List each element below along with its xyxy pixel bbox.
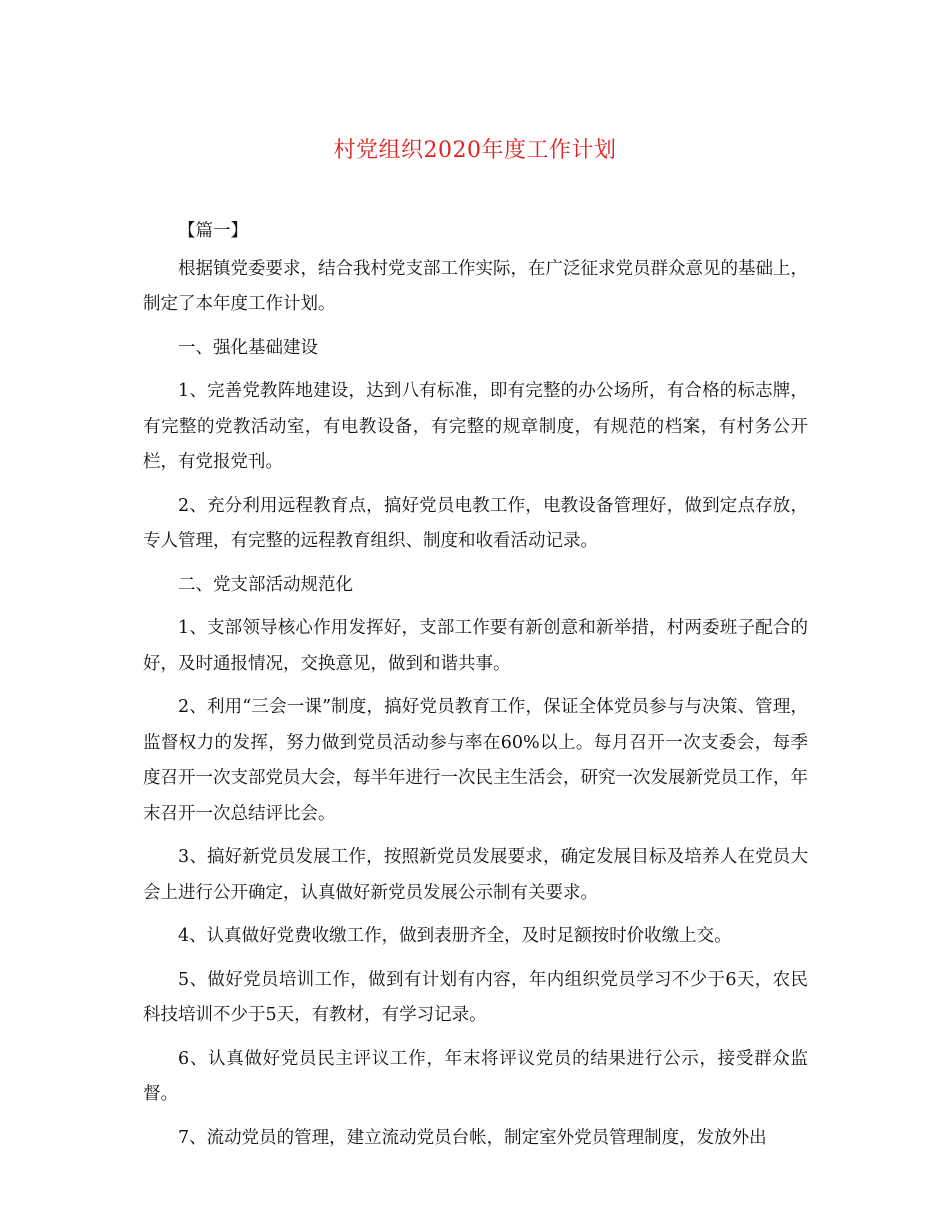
paragraph-1-1: 1、完善党教阵地建设，达到八有标准，即有完整的办公场所，有合格的标志牌，有完整的党教活动室，有电教设备，有完整的规章制度，有规范的档案，有村务公开栏，有党报党刊。 [143,381,808,472]
document-title: 村党组织2020年度工作计划 [333,138,617,163]
paragraph-2-2: 2、利用“三会一课”制度，搞好党员教育工作，保证全体党员参与与决策、管理，监督权力的发挥，努力做到党员活动参与率在60%以上。每月召开一次支委会，每季度召开一次支部党员大会，每半年进行一次民主生活会，研究一次发展新党员工作，年末召开一次总结评比会。 [143,697,808,824]
paragraph-2-4: 4、认真做好党费收缴工作，做到表册齐全，及时足额按时价收缴上交。 [178,926,732,946]
section-label: 【篇一】 [178,221,248,241]
paragraph-2-3: 3、搞好新党员发展工作，按照新党员发展要求，确定发展目标及培养人在党员大会上进行公开确定，认真做好新党员发展公示制有关要求。 [143,847,808,903]
paragraph-2-6: 6、认真做好党员民主评议工作，年末将评议党员的结果进行公示，接受群众监督。 [143,1048,808,1104]
heading-section-two: 二、党支部活动规范化 [178,574,353,595]
paragraph-intro: 根据镇党委要求，结合我村党支部工作实际，在广泛征求党员群众意见的基础上，制定了本年度工作计划。 [143,258,808,314]
paragraph-2-5: 5、做好党员培训工作，做到有计划有内容，年内组织党员学习不少于6天，农民科技培训不少于5天，有教材，有学习记录。 [143,969,808,1025]
paragraph-2-7: 7、流动党员的管理，建立流动党员台帐，制定室外党员管理制度，发放外出 [178,1127,767,1148]
heading-section-one: 一、强化基础建设 [178,337,318,358]
paragraph-2-1: 1、支部领导核心作用发挥好，支部工作要有新创意和新举措，村两委班子配合的好，及时通报情况，交换意见，做到和谐共事。 [143,618,808,674]
document-body [143,214,808,1164]
paragraph-1-2: 2、充分利用远程教育点，搞好党员电教工作，电教设备管理好，做到定点存放，专人管理，有完整的远程教育组织、制度和收看活动记录。 [143,495,808,551]
